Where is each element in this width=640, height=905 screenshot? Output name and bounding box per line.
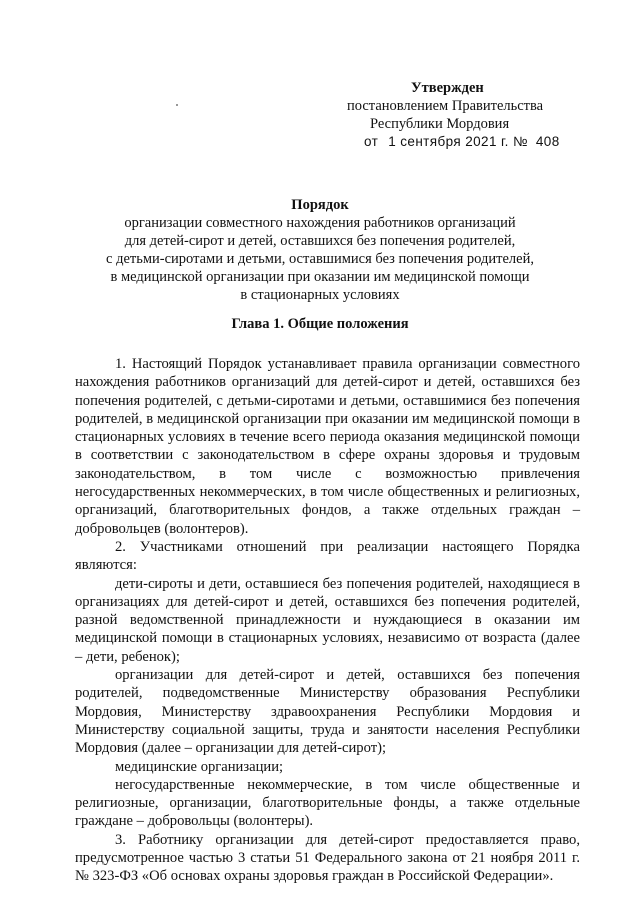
paragraph-2: 2. Участниками отношений при реализации настоящего Порядка являются: (75, 538, 580, 574)
document-subtitle-line: организации совместного нахождения работников организаций (124, 215, 516, 231)
approval-date: 1 сентября 2021 г. № (388, 134, 528, 149)
paragraph-1: 1. Настоящий Порядок устанавливает правила организации совместного нахождения работников организаций для детей-сирот и детей, оставшихся без попечения родителей, с детьми-сиротами и детьми, оставшимися без попечения родителей, в медицинской организации при оказании им медицинской помощи в стационарных условиях в течение всего периода оказания медицинской помощи в соответствии с законодательством в сфере охраны здоровья и трудовым законодательством, в том числе с возможностью привлечения негосударственных некоммерческих, в том числе общественных и религиозных, организаций, благотворительных фондов, а также отдельных граждан – добровольцев (волонтеров). (75, 356, 580, 537)
scan-speck (176, 104, 178, 106)
approval-line-date (330, 133, 580, 151)
document-subtitle-line: в медицинской организации при оказании им медицинской помощи (110, 269, 530, 285)
approval-title: Утвержден (411, 80, 484, 96)
document-heading: Порядок (291, 197, 349, 213)
document-title-block (90, 196, 550, 304)
approval-line-republic: Республики Мордовия (370, 116, 510, 132)
approval-date-prefix: от (364, 134, 379, 149)
list-item: дети-сироты и дети, оставшиеся без попечения родителей, находящиеся в организациях для детей-сирот и детей, оставшихся без попечения родителей, разной ведомственной принадлежности и нуждающиеся в оказании им медицинской помощи в стационарных условиях, независимо от возраста (далее – дети, ребенок); (75, 575, 580, 665)
approval-block (330, 79, 580, 151)
chapter-heading: Глава 1. Общие положения (231, 316, 409, 332)
approval-number: 408 (535, 134, 560, 149)
list-item: негосударственные некоммерческие, в том числе общественные и религиозные, организации, благотворительные фонды, а также отдельные граждане – добровольцы (волонтеры). (75, 776, 580, 830)
document-subtitle-line: в стационарных условиях (240, 287, 400, 303)
document-body (75, 355, 580, 886)
approval-line-resolution: постановлением Правительства (347, 98, 544, 114)
document-subtitle-line: для детей-сирот и детей, оставшихся без попечения родителей, (124, 233, 516, 249)
list-item: медицинские организации; (115, 758, 284, 775)
paragraph-3: 3. Работнику организации для детей-сирот предоставляется право, предусмотренное частью 3 статьи 51 Федерального закона от 21 ноября 2011 г. № 323-ФЗ «Об основах охраны здоровья граждан в Российской Федерации». (75, 831, 580, 885)
document-subtitle-line: с детьми-сиротами и детьми, оставшимися без попечения родителей, (106, 251, 534, 267)
list-item: организации для детей-сирот и детей, оставшихся без попечения родителей, подведомственные Министерству образования Республики Мордовия, Министерству здравоохранения Республики Мордовия и Министерству социальной защиты, труда и занятости населения Республики Мордовия (далее – организации для детей-сирот); (75, 667, 580, 757)
